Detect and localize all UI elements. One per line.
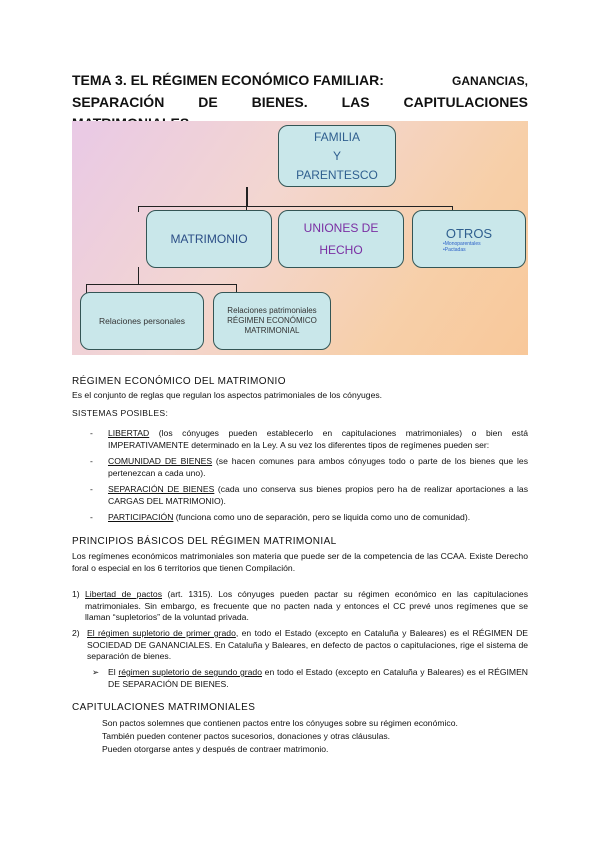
- node-matrimonio: [146, 210, 272, 268]
- bullet-dash: -: [90, 484, 93, 494]
- section-heading: RÉGIMEN ECONÓMICO DEL MATRIMONIO: [72, 376, 286, 387]
- bullet-term: COMUNIDAD DE BIENES: [108, 456, 213, 466]
- list-term: Libertad de pactos: [85, 589, 163, 599]
- bullet-item: [108, 428, 528, 451]
- node-uniones-line1: UNIONES DE: [303, 221, 379, 235]
- list-text: , en todo el Estado (excepto en Cataluña y Baleares) es el RÉGIMEN DE SOCIEDAD DE GANANCIALES. En Cataluña y Baleares, en defecto de pactos o capitulaciones, rige el sistema de separación de bienes.: [87, 628, 529, 661]
- connector: [246, 187, 248, 207]
- connector: [86, 284, 236, 285]
- bullet-item: [108, 456, 528, 479]
- node-matrimonio-label: MATRIMONIO: [170, 232, 248, 246]
- list-item: [108, 667, 528, 690]
- section-heading: PRINCIPIOS BÁSICOS DEL RÉGIMEN MATRIMONIAL: [72, 536, 337, 547]
- node-familia-line3: PARENTESCO: [296, 167, 378, 182]
- bullet-text: (se hacen comunes para ambos cónyuges todo o parte de los bienes que les pertenezcan a cada uno).: [108, 456, 528, 478]
- family-diagram: [72, 121, 528, 355]
- title-line2: SEPARACIÓN DE BIENES. LAS CAPITULACIONES: [72, 94, 528, 110]
- node-otros: [412, 210, 526, 268]
- connector: [138, 206, 452, 207]
- node-patrimoniales-line3: MATRIMONIAL: [244, 326, 300, 335]
- section-subheading: SISTEMAS POSIBLES:: [72, 408, 169, 418]
- list-text: (art. 1315). Los cónyuges pueden pactar su régimen económico en las capitulaciones matrimoniales. Sin embargo, es frecuente que no pacten nada y entonces el CC prevé unos regímenes que se llaman “supletorios” de la voluntad privada.: [85, 589, 528, 622]
- node-patrimoniales-line2: RÉGIMEN ECONÓMICO: [227, 316, 317, 325]
- list-text: El: [108, 667, 119, 677]
- list-text: en todo el Estado (excepto en Cataluña y Baleares) es el RÉGIMEN DE SEPARACIÓN DE BIENES.: [108, 667, 529, 689]
- section-text: Los regímenes económicos matrimoniales son materia que puede ser de la competencia de las CCAA. Existe Derecho foral o especial en los 6 territorios que tienen Compilación.: [72, 551, 528, 573]
- node-relaciones-personales: [80, 292, 204, 350]
- node-relaciones-patrimoniales: [213, 292, 331, 350]
- list-term: régimen supletorio de segundo grado: [118, 667, 262, 677]
- bullet-text: (cada uno conserva sus bienes propios pero ha de realizar aportaciones a las CARGAS DEL MATRIMONIO).: [108, 484, 528, 506]
- bullet-item: [108, 484, 528, 507]
- node-uniones-line2: HECHO: [319, 243, 363, 257]
- bullet-dash: -: [90, 512, 93, 522]
- bullet-item: [108, 512, 528, 524]
- bullet-text: (los cónyuges pueden establecerlo en capitulaciones matrimoniales) o bien está IMPERATIVAMENTE determinado en la Ley. A su vez los diferentes tipos de regímenes pueden ser:: [108, 428, 528, 450]
- node-uniones-hecho: [278, 210, 404, 268]
- list-number: 2): [72, 628, 80, 638]
- title-small: GANANCIAS,: [451, 74, 528, 88]
- connector: [138, 206, 139, 212]
- arrow-bullet-icon: ➢: [92, 667, 100, 677]
- list-term: El régimen supletorio de primer grado: [87, 628, 236, 638]
- bullet-dash: -: [90, 456, 93, 466]
- node-personales-label: Relaciones personales: [99, 316, 185, 326]
- connector: [138, 267, 139, 285]
- section-heading: CAPITULACIONES MATRIMONIALES: [72, 702, 256, 713]
- section-text: Son pactos solemnes que contienen pactos entre los cónyuges sobre su régimen económico.: [102, 718, 458, 728]
- bullet-term: PARTICIPACIÓN: [108, 512, 174, 522]
- node-familia: [278, 125, 396, 187]
- node-familia-line1: FAMILIA: [313, 129, 360, 144]
- list-number: 1): [72, 589, 80, 599]
- section-text: Es el conjunto de reglas que regulan los aspectos patrimoniales de los cónyuges.: [72, 390, 383, 400]
- bullet-text: (funciona como uno de separación, pero se liquida como uno de comunidad).: [173, 512, 471, 522]
- node-otros-label: OTROS: [445, 225, 493, 241]
- otros-item: •Pactadas: [443, 246, 466, 253]
- list-item: [85, 589, 528, 624]
- otros-item: •Monoparentales: [443, 240, 481, 247]
- bullet-dash: -: [90, 428, 93, 438]
- node-patrimoniales-line1: Relaciones patrimoniales: [227, 306, 317, 315]
- title-main: TEMA 3. EL RÉGIMEN ECONÓMICO FAMILIAR:: [72, 72, 384, 88]
- section-text: Pueden otorgarse antes y después de contraer matrimonio.: [102, 744, 329, 754]
- bullet-term: SEPARACIÓN DE BIENES: [108, 484, 215, 494]
- node-familia-line2: Y: [332, 148, 341, 163]
- list-item: [87, 628, 528, 663]
- bullet-term: LIBERTAD: [108, 428, 150, 438]
- section-text: También pueden contener pactos sucesorios, donaciones y otras cláusulas.: [102, 731, 391, 741]
